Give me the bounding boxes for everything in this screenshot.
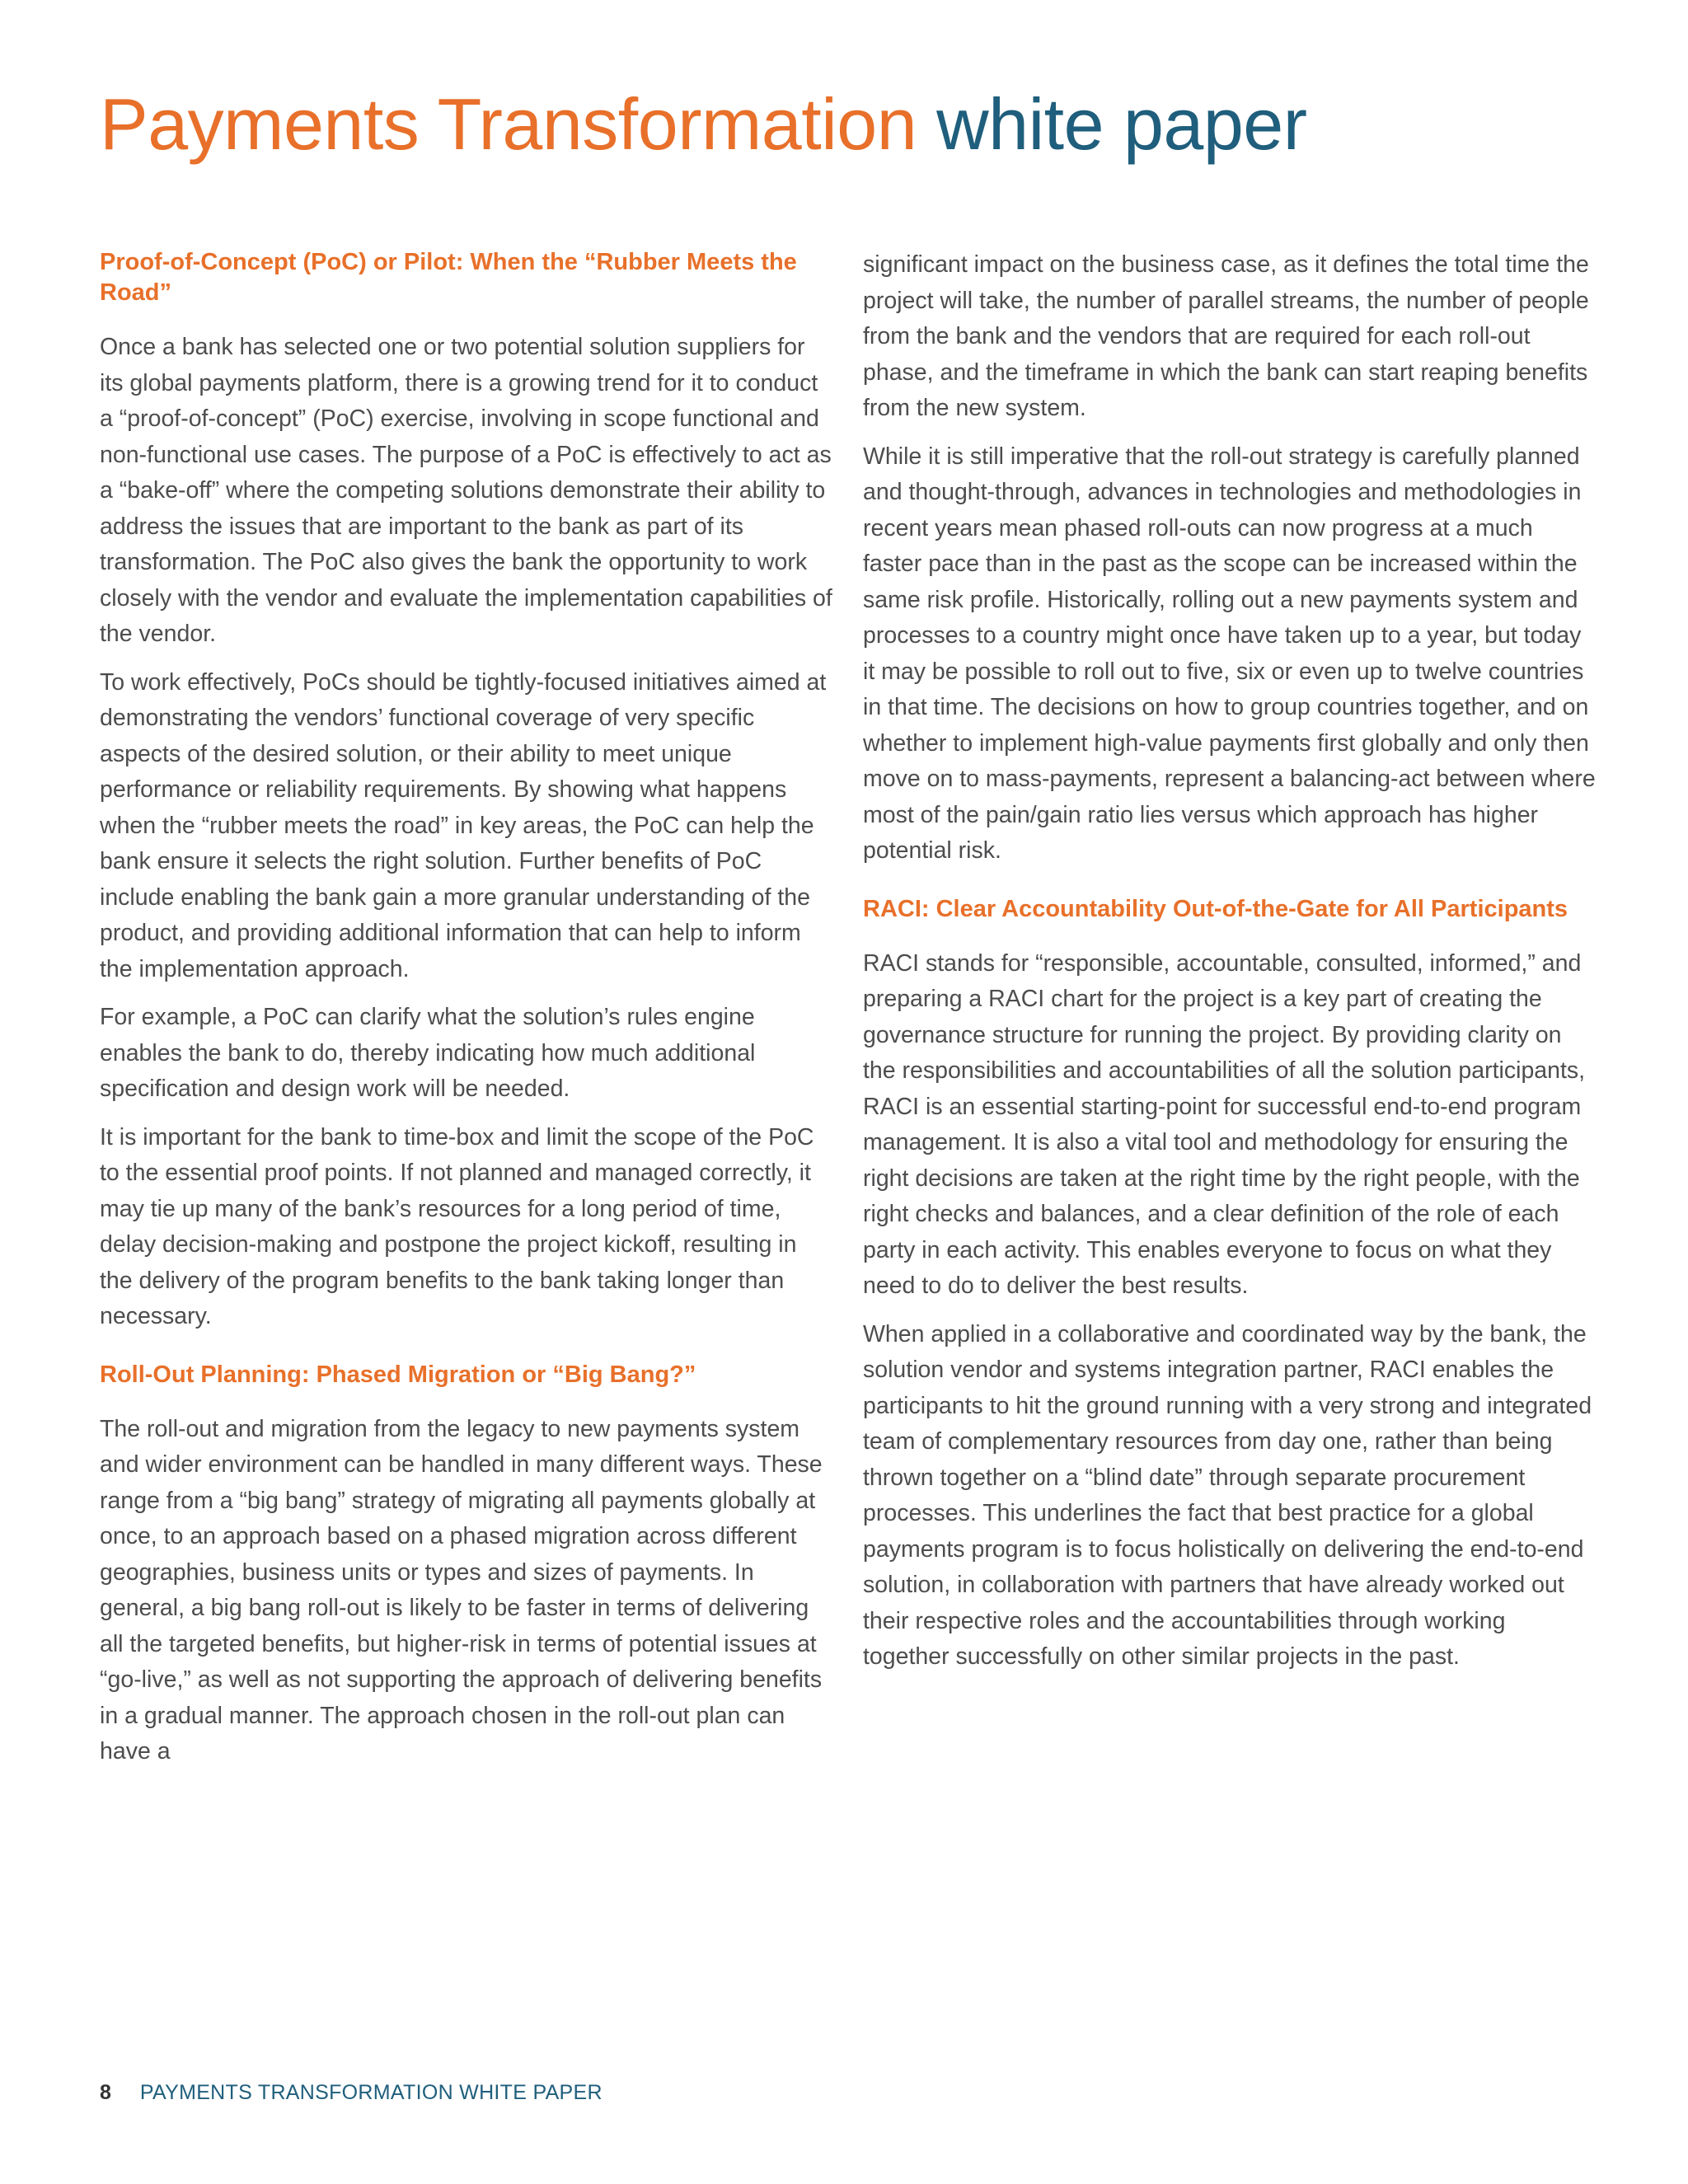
right-column bbox=[863, 247, 1597, 1688]
paragraph: significant impact on the business case, as it defines the total time the project will take, the number of parallel streams, the number of people from the bank and the vendors that are required for each roll-out phase, and the timeframe in which the bank can start reaping benefits from the new system. bbox=[863, 251, 1589, 421]
paragraph: The roll-out and migration from the legacy to new payments system and wider environment can be handled in many different ways. These range from a “big bang” strategy of migrating all payments globally at once, to an approach based on a phased migration across different geographies, business units or types and sizes of payments. In general, a big bang roll-out is likely to be faster in terms of delivering all the targeted benefits, but higher-risk in terms of potential issues at “go-live,” as well as not supporting the approach of delivering benefits in a gradual manner. The approach chosen in the roll-out plan can have a bbox=[100, 1415, 823, 1765]
section-heading-raci: RACI: Clear Accountability Out-of-the-Gate for All Participants bbox=[863, 895, 1568, 922]
section-heading-rollout: Roll-Out Planning: Phased Migration or “Big Bang?” bbox=[100, 1361, 696, 1388]
page-title-secondary: white paper bbox=[936, 83, 1307, 165]
page-footer bbox=[100, 2081, 603, 2105]
paragraph: When applied in a collaborative and coordinated way by the bank, the solution vendor and systems integration partner, RACI enables the participants to hit the ground running with a very strong and integrated team of complementary resources from day one, rather than being thrown together on a “blind date” through separate procurement processes. This underlines the fact that best practice for a global payments program is to focus holistically on delivering the end-to-end solution, in collaboration with partners that have already worked out their respective roles and the accountabilities through working together successfully on other similar projects in the past. bbox=[863, 1320, 1592, 1670]
paragraph: Once a bank has selected one or two potential solution suppliers for its global payments platform, there is a growing trend for it to conduct a “proof-of-concept” (PoC) exercise, involving in scope functional and non-functional use cases. The purpose of a PoC is effectively to act as a “bake-off” where the competing solutions demonstrate their ability to address the issues that are important to the bank as part of its transformation. The PoC also gives the bank the opportunity to work closely with the vendor and evaluate the implementation capabilities of the vendor. bbox=[100, 334, 832, 647]
page-title bbox=[100, 82, 1307, 166]
paragraph: To work effectively, PoCs should be tightly-focused initiatives aimed at demonstrating the vendors’ functional coverage of very specific aspects of the desired solution, or their ability to meet unique performance or reliability requirements. By showing what happens when the “rubber meets the road” in key areas, the PoC can help the bank ensure it selects the right solution. Further benefits of PoC include enabling the bank gain a more granular understanding of the product, and providing additional information that can help to inform the implementation approach. bbox=[100, 668, 827, 982]
page-title-primary: Payments Transformation bbox=[100, 83, 917, 165]
paragraph: It is important for the bank to time-box and limit the scope of the PoC to the essential proof points. If not planned and managed correctly, it may tie up many of the bank’s resources for a long period of time, delay decision-making and postpone the project kickoff, resulting in the delivery of the program benefits to the bank taking longer than necessary. bbox=[100, 1123, 814, 1329]
footer-label: PAYMENTS TRANSFORMATION WHITE PAPER bbox=[139, 2081, 603, 2104]
paragraph: While it is still imperative that the roll-out strategy is carefully planned and thought-through, advances in technologies and methodologies in recent years mean phased roll-outs can now progress at a much faster pace than in the past as the scope can be increased within the same risk profile. Historically, rolling out a new payments system and processes to a country might once have taken up to a year, but today it may be possible to roll out to five, six or even up to twelve countries in that time. The decisions on how to group countries together, and on whether to implement high-value payments first globally and only then move on to mass-payments, represent a balancing-act between where most of the pain/gain ratio lies versus which approach has higher potential risk. bbox=[863, 443, 1596, 864]
left-column bbox=[100, 247, 833, 1783]
paragraph: RACI stands for “responsible, accountable, consulted, informed,” and preparing a RACI chart for the project is a key part of creating the governance structure for running the project. By providing clarity on the responsibilities and accountabilities of all the solution participants, RACI is an essential starting-point for successful end-to-end program management. It is also a vital tool and methodology for ensuring the right decisions are taken at the right time by the right people, with the right checks and balances, and a clear definition of the role of each party in each activity. This enables everyone to focus on what they need to do to deliver the best results. bbox=[863, 949, 1586, 1299]
page-number: 8 bbox=[100, 2081, 111, 2104]
paragraph: For example, a PoC can clarify what the solution’s rules engine enables the bank to do, thereby indicating how much additional specification and design work will be needed. bbox=[100, 1004, 756, 1102]
section-heading-poc: Proof-of-Concept (PoC) or Pilot: When the “Rubber Meets the Road” bbox=[100, 249, 797, 306]
